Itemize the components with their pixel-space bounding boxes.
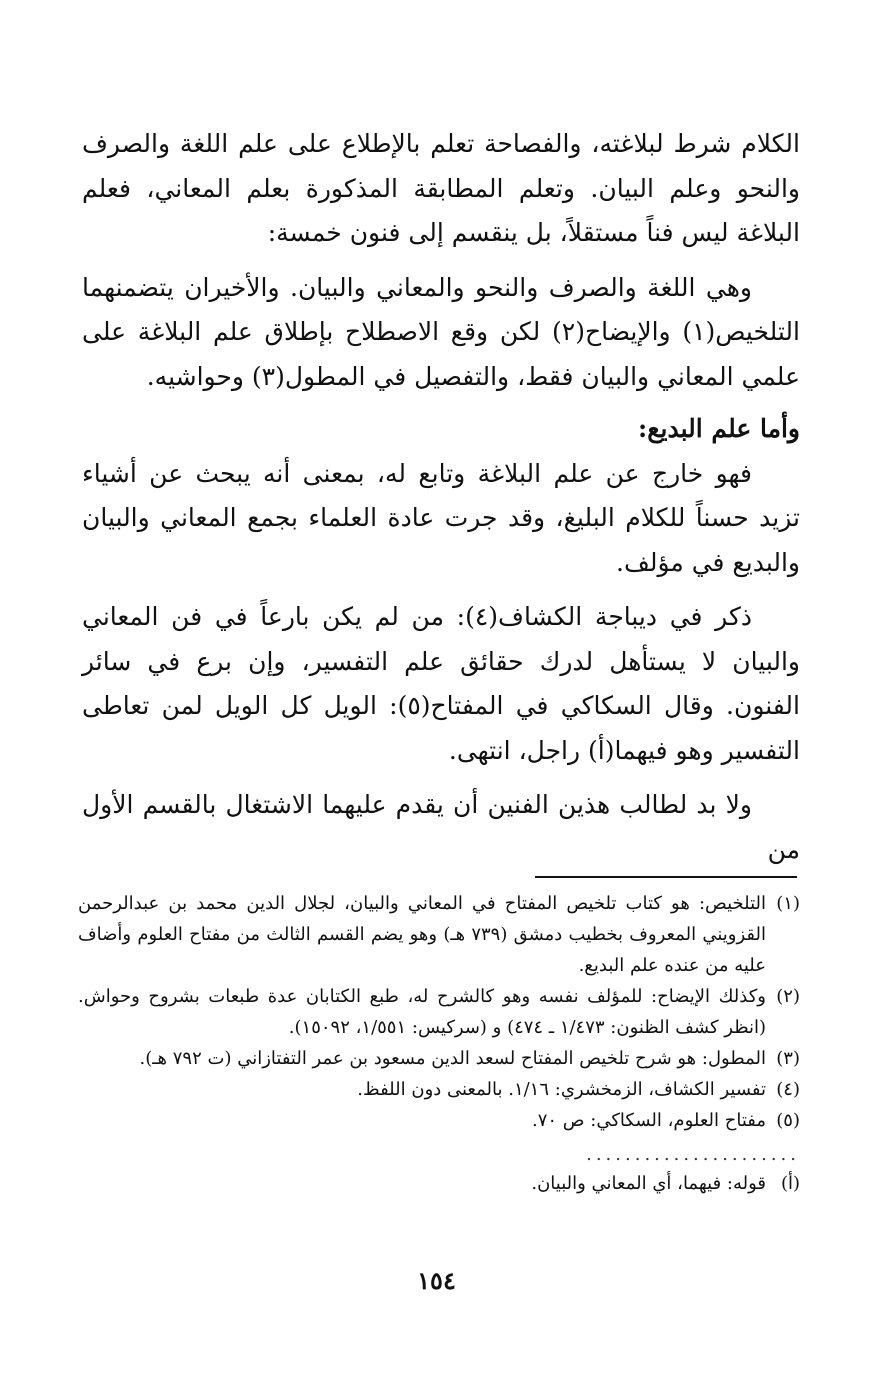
dotted-separator: ...................... (586, 1144, 800, 1165)
paragraph-3: فهو خارج عن علم البلاغة وتابع له، بمعنى أنه يبحث عن أشياء تزيد حسناً للكلام البليغ، وقد جرت عادة العلماء بجمع المعاني والبيان والبديع في مؤلف. (82, 458, 800, 577)
footnote (78, 981, 800, 1043)
footnote-separator-rule (535, 876, 797, 878)
main-text (82, 122, 800, 872)
page-number: ١٥٤ (417, 1266, 456, 1295)
footnote-number: (٤) (776, 1079, 800, 1100)
footnotes (78, 888, 800, 1199)
paragraph-2: وهي اللغة والصرف والنحو والمعاني والبيان. والأخيران يتضمنهما التلخيص(١) والإيضاح(٢) لكن وقع الاصطلاح بإطلاق علم البلاغة على علمي المعاني والبيان فقط، والتفصيل في المطول(٣) وحواشيه. (82, 272, 800, 391)
paragraph-5: ولا بد لطالب هذين الفنين أن يقدم عليهما الاشتغال بالقسم الأول من (82, 790, 800, 864)
paragraph-1: الكلام شرط لبلاغته، والفصاحة تعلم بالإطلاع على علم اللغة والصرف والنحو وعلم البيان. وتعلم المطابقة المذكورة بعلم المعاني، فعلم البلاغة ليس فناً مستقلاً، بل ينقسم إلى فنون خمسة: (82, 129, 800, 247)
editor-note-marker: (أ) (780, 1173, 800, 1194)
footnote (78, 1074, 800, 1105)
section-heading: وأما علم البديع: (638, 414, 800, 443)
footnote-text: تفسير الكشاف، الزمخشري: ١/١٦. بالمعنى دون اللفظ. (357, 1079, 766, 1100)
footnote-text: مفتاح العلوم، السكاكي: ص ٧٠. (532, 1110, 766, 1131)
editor-note-text: قوله: فيهما، أي المعاني والبيان. (531, 1173, 766, 1194)
footnote-text: المطول: هو شرح تلخيص المفتاح لسعد الدين مسعود بن عمر التفتازاني (ت ٧٩٢ هـ). (139, 1048, 766, 1069)
footnote (78, 1043, 800, 1074)
footnote-number: (٢) (776, 986, 800, 1007)
footnote-number: (٣) (776, 1048, 800, 1069)
footnote-number: (٥) (776, 1110, 800, 1131)
footnote (78, 888, 800, 981)
editor-note (78, 1168, 800, 1199)
footnote-number: (١) (776, 893, 800, 914)
footnote (78, 1105, 800, 1136)
paragraph-4: ذكر في ديباجة الكشاف(٤): من لم يكن بارعاً في فن المعاني والبيان لا يستأهل لدرك حقائق علم التفسير، وإن برع في سائر الفنون. وقال السكاكي في المفتاح(٥): الويل كل الويل لمن تعاطى التفسير وهو فيهما(أ) راجل، انتهى. (82, 602, 800, 765)
footnote-text: وكذلك الإيضاح: للمؤلف نفسه وهو كالشرح له، طبع الكتابان عدة طبعات بشروح وحواش. (انظر كشف الظنون: ١/٤٧٣ ـ ٤٧٤) و (سركيس: ١/٥٥١، ١٥٠٩٢). (78, 986, 766, 1038)
footnote-text: التلخيص: هو كتاب تلخيص المفتاح في المعاني والبيان، لجلال الدين محمد بن عبدالرحمن القزويني المعروف بخطيب دمشق (٧٣٩ هـ) وهو يضم القسم الثالث من مفتاح العلوم وأضاف عليه من عنده علم البديع. (78, 893, 766, 976)
